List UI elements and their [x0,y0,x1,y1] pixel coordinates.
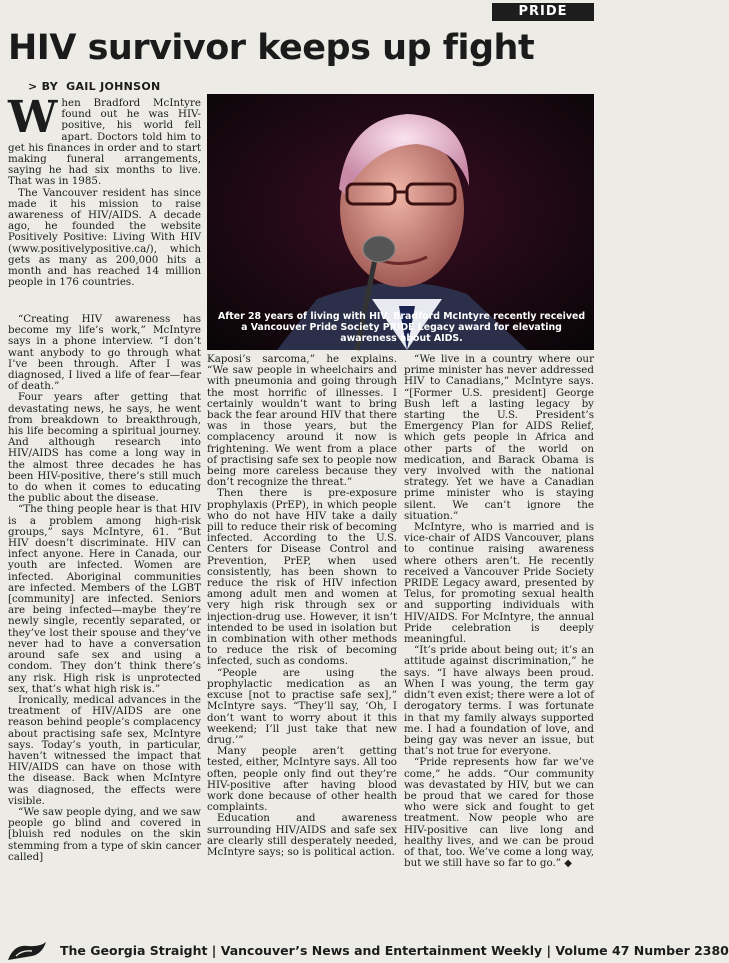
byline-prefix: > BY [28,80,58,93]
georgia-straight-logo-icon [6,938,50,963]
section-tag: PRIDE [492,3,594,21]
paragraph: “We live in a country where our prime minister has never addressed HIV to Canadians,” McIntyre says. “[Former U.S. president] George Bush left a lasting legacy by starting the U.S. President’s Emergency Plan for AIDS Relief, which gets people in Africa and other parts of the world on medication, and Barack Obama is very involved with the national strategy. Yet we have a Canadian prime minister who is staying silent. We can’t ignore the situation.” [404,353,594,522]
paragraph: “The thing people hear is that HIV is a problem among high-risk groups,” says McIntyre, 61. “But HIV doesn’t discriminate. HIV can infect anyone. Here in Canada, our youth are infected. Women are infected. Aboriginal communities are infected. Members of the LGBT [community] are infected. Seniors are being infected—maybe they’re newly single, recently separated, or they’ve lost their spouse and they’ve never had to have a conversation around safe sex and using a condom. They don’t think there’s any risk. High risk is unprotected sex, that’s what high risk is.” [8,503,201,695]
column-1 [8,314,201,936]
paragraph: “We saw people dying, and we saw people go blind and covered in [bluish red nodules on the skin stemming from a type of skin cancer called] [8,805,201,863]
photo-caption: After 28 years of living with HIV, Bradford McIntyre recently received a Vancouver Pride Society PRIDE Legacy award for elevating awareness about AIDS. [217,311,586,344]
paragraph: McIntyre, who is married and is vice-chair of AIDS Vancouver, plans to continue raising awareness where others aren’t. He recently received a Vancouver Pride Society PRIDE Legacy award, presented by Telus, for promoting sexual health and supporting individuals with HIV/AIDS. For McIntyre, the annual Pride celebration is deeply meaningful. [404,521,594,646]
drop-cap: W [8,92,58,143]
column-3 [404,354,594,936]
byline-author: GAIL JOHNSON [66,80,161,93]
paragraph: “It’s pride about being out; it’s an attitude against discrimination,” he says. “I have always been proud. When I was young, the term gay didn’t even exist; there were a lot of derogatory terms. I was fortunate in that my family always supported me. I had a foundation of love, and being gay was never an issue, but that’s not true for everyone. [404,644,594,758]
paragraph: Many people aren’t getting tested, either, McIntyre says. All too often, people only find out they’re HIV-positive after having blood work done because of other health complaints. [207,745,397,814]
end-mark-icon: ◆ [564,858,572,870]
paragraph: “Creating HIV awareness has become my life’s work,” McIntyre says in a phone interview. “I don’t want anybody to go through what I’ve been through. After I was diagnosed, I lived a life of fear—fear of death.” [8,313,201,393]
paragraph: hen Bradford McIntyre found out he was HIV-positive, his world fell apart. Doctors told him to get his finances in order and to start making funeral arrangements, saying he had six months to live. That was in 1985. [8,97,201,188]
paragraph: Ironically, medical advances in the treatment of HIV/AIDS are one reason behind people’s complacency about practising safe sex, McIntyre says. Today’s youth, in particular, haven’t witnessed the impact that HIV/AIDS can have on those with the disease. Back when McIntyre was diagnosed, the effects were visible. [8,693,201,807]
paragraph: Four years after getting that devastating news, he says, he went from breakdown to breakthrough, his life becoming a spiritual journey. And although research into HIV/AIDS has come a long way in the almost three decades he has been HIV-positive, there’s still much to do when it comes to educating the public about the disease. [8,391,201,505]
paragraph [404,757,594,869]
paragraph: Education and awareness surrounding HIV/AIDS and safe sex are clearly still desperately needed, McIntyre says; so is political action. [207,812,397,858]
paragraph: Kaposi’s sarcoma,” he explains. “We saw people in wheelchairs and with pneumonia and going through the most horrific of illnesses. I certainly wouldn’t want to bring back the fear around HIV that there was in those years, but the complacency around it now is frightening. We went from a place of practising safe sex to people now being more careless because they don’t recognize the threat.” [207,353,397,489]
paragraph-text: “Pride represents how far we’ve come,” he adds. “Our community was devastated by HIV, but we can be proud that we cared for those who were sick and fought to get treatment. Now people who are HIV-positive can live long and healthy lives, and we can be proud of that, too. We’ve come a long way, but we still have so far to go.” [404,756,594,870]
page-footer [0,938,729,963]
paragraph: The Vancouver resident has since made it his mission to raise awareness of HIV/AIDS. A decade ago, he founded the website Positively Positive: Living With HIV (www.positivelypositive.ca/), which gets as many as 200,000 hits a month and has reached 14 million people in 176 countries. [8,186,201,289]
footer-text: The Georgia Straight | Vancouver’s News and Entertainment Weekly | Volume 47 Number 2380 [60,943,729,958]
column-1-top [8,92,201,312]
headline: HIV survivor keeps up fight [8,28,535,68]
article-photo [207,94,594,350]
paragraph: Then there is pre-exposure prophylaxis (PrEP), in which people who do not have HIV take a daily pill to reduce their risk of becoming infected. According to the U.S. Centers for Disease Control and Prevention, PrEP, when used consistently, has been shown to reduce the risk of HIV infection among adult men and women at very high risk through sex or injection-drug use. However, it isn’t intended to be used in isolation but in combination with other methods to reduce the risk of becoming infected, such as condoms. [207,487,397,668]
paragraph: “People are using the prophylactic medication as an excuse [not to practise safe sex],” McIntyre says. “They’ll say, ‘Oh, I don’t want to worry about it this weekend; I’ll just take that new drug.’” [207,666,397,746]
column-2 [207,354,397,936]
